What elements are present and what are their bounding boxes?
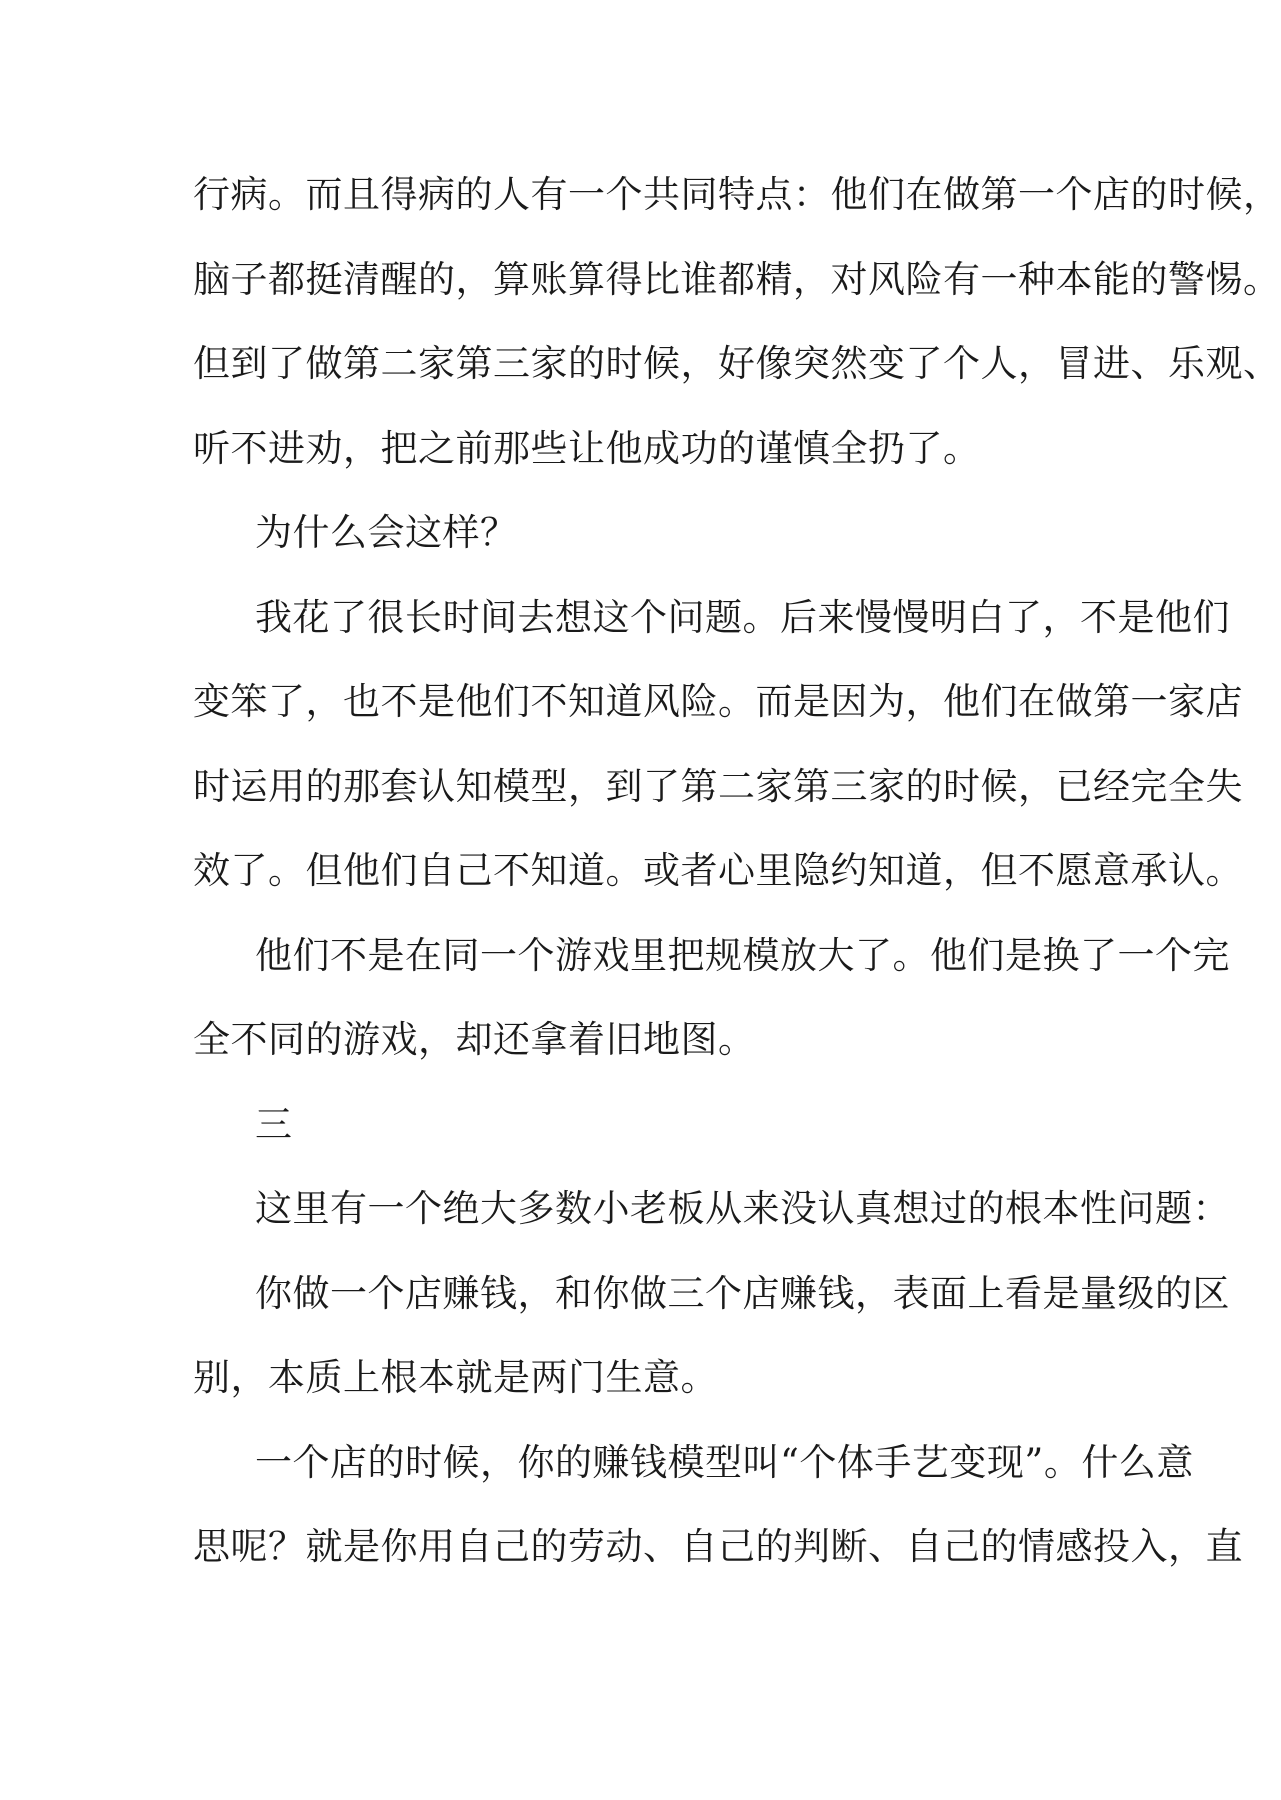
text-line: 效了。但他们自己不知道。或者心里隐约知道，但不愿意承认。 — [193, 849, 1243, 892]
text-line: 一个店的时候，你的赚钱模型叫“个体手艺变现”。什么意 — [255, 1440, 1194, 1484]
text-line: 脑子都挺清醒的，算账算得比谁都精，对风险有一种本能的警惕。 — [193, 257, 1281, 301]
text-line: 他们不是在同一个游戏里把规模放大了。他们是换了一个完 — [255, 933, 1230, 977]
text-line: 全不同的游戏，却还拿着旧地图。 — [193, 1018, 756, 1061]
text-line: 你做一个店赚钱，和你做三个店赚钱，表面上看是量级的区 — [255, 1271, 1230, 1315]
text-line: 行病。而且得病的人有一个共同特点：他们在做第一个店的时候， — [193, 173, 1281, 216]
text-line: 但到了做第二家第三家的时候，好像突然变了个人，冒进、乐观、 — [193, 342, 1281, 385]
text-line: 听不进劝，把之前那些让他成功的谨慎全扔了。 — [193, 426, 981, 470]
text-line: 我花了很长时间去想这个问题。后来慢慢明白了，不是他们 — [255, 595, 1230, 639]
text-line: 别，本质上根本就是两门生意。 — [193, 1356, 718, 1399]
text-line: 思呢？就是你用自己的劳动、自己的判断、自己的情感投入，直 — [193, 1525, 1243, 1568]
document-body — [193, 170, 1281, 1607]
text-line: 三 — [255, 1102, 293, 1146]
text-line: 时运用的那套认知模型，到了第二家第三家的时候，已经完全失 — [193, 764, 1243, 808]
text-line: 变笨了，也不是他们不知道风险。而是因为，他们在做第一家店 — [193, 680, 1243, 723]
text-line: 这里有一个绝大多数小老板从来没认真想过的根本性问题： — [255, 1187, 1230, 1230]
text-line: 为什么会这样？ — [255, 511, 518, 554]
